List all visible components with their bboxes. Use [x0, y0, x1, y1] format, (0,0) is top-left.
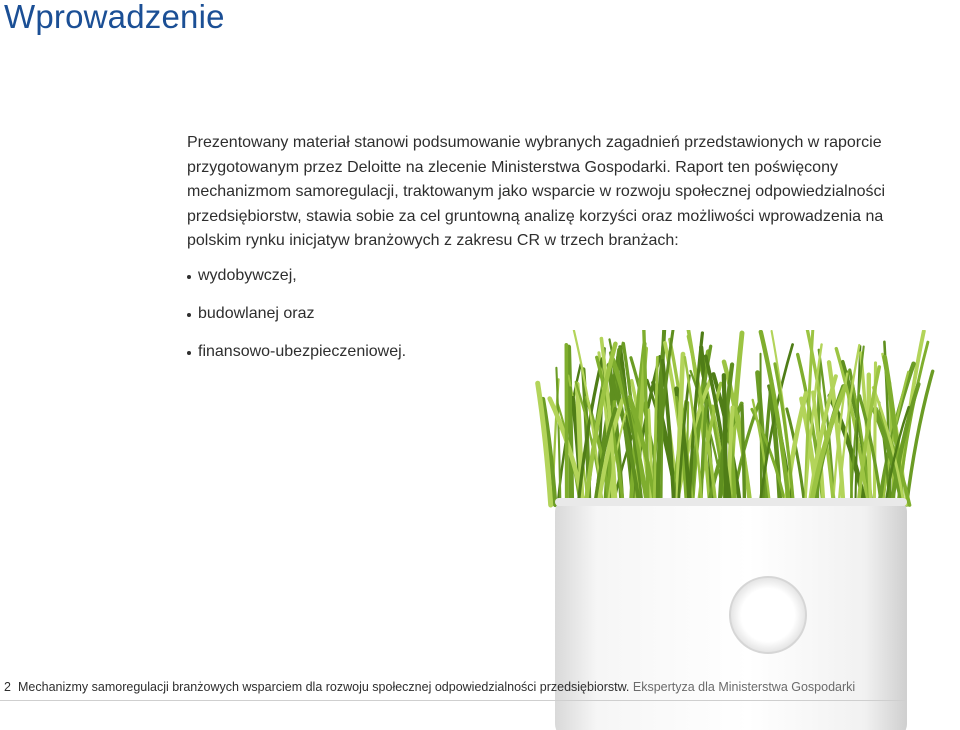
page-number: 2: [4, 680, 11, 694]
pot-hole: [730, 577, 806, 653]
report-title: Mechanizmy samoregulacji branżowych wsparciem dla rozwoju społecznej odpowiedzialności przedsiębiorstw.: [18, 680, 630, 694]
running-footer: [18, 680, 855, 694]
list-item: finansowo-ubezpieczeniowej.: [187, 340, 917, 365]
page-title: Wprowadzenie: [4, 0, 225, 35]
list-item: budowlanej oraz: [187, 302, 917, 327]
grass-blades: [538, 330, 933, 505]
list-item: wydobywczej,: [187, 264, 917, 289]
grass-blade: [742, 406, 745, 506]
grass-blade: [907, 371, 933, 505]
grass-pot-illustration: [520, 330, 960, 730]
grass-blade: [724, 375, 726, 505]
pot-rim: [555, 498, 907, 506]
footer-divider: [0, 700, 905, 701]
report-subtitle: Ekspertyza dla Ministerstwa Gospodarki: [632, 680, 856, 694]
intro-paragraph: Prezentowany materiał stanowi podsumowanie wybranych zagadnień przedstawionych w raporcie przygotowanym przez Deloitte na zlecenie Ministerstwa Gospodarki. Raport ten poświęcony mechanizmom samoregulacji, traktowanym jako wsparcie w rozwoju społecznej odpowiedzialności przedsiębiorstw, stawia sobie za cel gruntowną analizę korzyści oraz możliwości wprowadzenia na polskim rynku inicjatyw branżowych z zakresu CR w trzech branżach:: [187, 134, 886, 249]
